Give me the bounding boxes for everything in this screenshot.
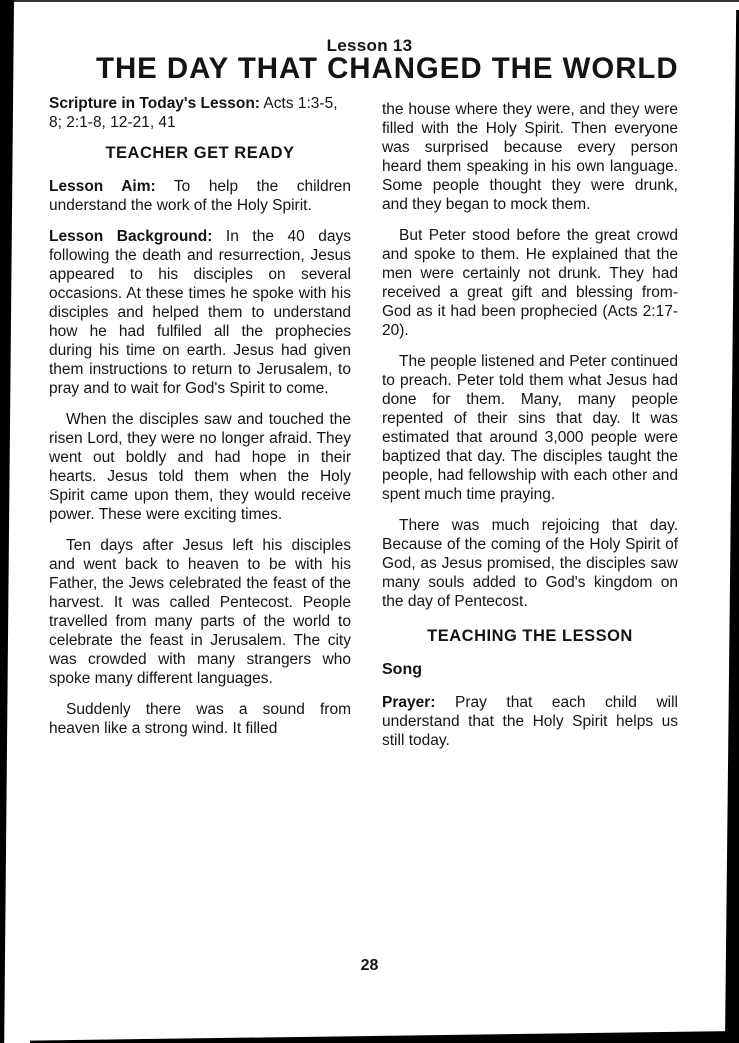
scripture-text: Acts 1:3-5, 8; 2:1-8, 12-21, 41: [49, 95, 338, 131]
body-paragraph: There was much rejoicing that day. Because of the coming of the Holy Spirit of God, as Jesus promised, the disciples saw many souls added to God's kingdom on the day of Pentecost.: [382, 517, 678, 610]
left-column: [49, 94, 351, 738]
teacher-get-ready-heading: TEACHER GET READY: [105, 144, 295, 162]
scripture-reference: [49, 94, 351, 132]
body-paragraph: the house where they were, and they were filled with the Holy Spirit. Then everyone was surprised because every person heard them speaking in his own language. Some people thought they were drunk, and they began to mock them.: [382, 101, 678, 213]
right-column: [382, 100, 678, 762]
lesson-number: Lesson 13: [326, 36, 413, 55]
lesson-title: THE DAY THAT CHANGED THE WORLD: [96, 52, 679, 85]
lesson-background-text: In the 40 days following the death and resurrection, Jesus appeared to his disciples on several occasions. At these times he spoke with his disciples and helped them to understand how he had fulfiled all the prophecies during his time on earth. Jesus had given them instructions to return to Jerusalem, to pray and to wait for God's Spirit to come.: [49, 228, 351, 397]
teaching-the-lesson-heading: TEACHING THE LESSON: [427, 627, 633, 645]
scan-left-edge: [0, 0, 14, 1043]
lesson-aim: [49, 177, 351, 215]
lesson-background: [49, 227, 351, 398]
scan-bottom-edge: [30, 1031, 739, 1043]
prayer-paragraph: [382, 693, 678, 750]
body-paragraph: Suddenly there was a sound from heaven like a strong wind. It filled: [49, 701, 351, 737]
body-paragraph: Ten days after Jesus left his disciples and went back to heaven to be with his Father, the Jews celebrated the feast of the harvest. It was called Pentecost. People travelled from many parts of the world to celebrate the feast in Jerusalem. The city was crowded with many strangers who spoke many different languages.: [49, 537, 351, 687]
scan-top-edge: [0, 0, 739, 2]
body-paragraph: The people listened and Peter continued to preach. Peter told them what Jesus had done for them. Many, many people repented of their sins that day. It was estimated that around 3,000 people were baptized that day. The disciples taught the people, had fellowship with each other and spent much time praying.: [382, 353, 678, 503]
lesson-aim-text: To help the children understand the work of the Holy Spirit.: [49, 178, 351, 214]
prayer-text: Pray that each child will understand that the Holy Spirit helps us still today.: [382, 694, 678, 749]
body-paragraph: But Peter stood before the great crowd and spoke to them. He explained that the men were certainly not drunk. They had received a great gift and blessing from-God as it had been prophecied (Acts 2:17-20).: [382, 227, 678, 339]
lesson-background-label: Lesson Background:: [49, 228, 213, 245]
scripture-label: Scripture in Today's Lesson:: [49, 95, 260, 112]
page-number: 28: [360, 957, 379, 974]
song-heading: Song: [382, 661, 422, 678]
scan-right-edge: [725, 10, 739, 1043]
body-paragraph: When the disciples saw and touched the risen Lord, they were no longer afraid. They went out boldly and had hope in their hearts. Jesus told them when the Holy Spirit came upon them, they would receive power. These were exciting times.: [49, 411, 351, 523]
prayer-label: Prayer:: [382, 694, 436, 711]
lesson-aim-label: Lesson Aim:: [49, 178, 156, 195]
